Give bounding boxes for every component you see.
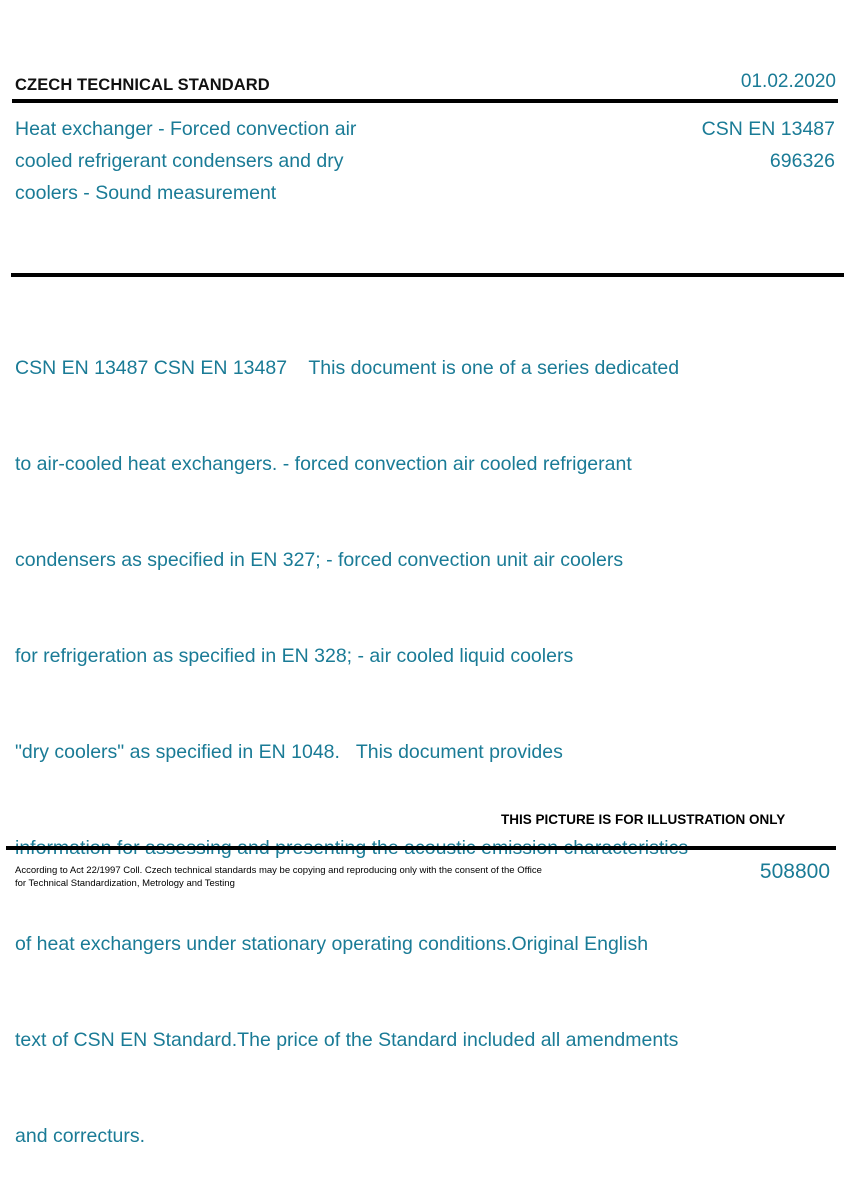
description-line: text of CSN EN Standard.The price of the Standard included all amendments xyxy=(15,1029,679,1051)
header-title: CZECH TECHNICAL STANDARD xyxy=(15,76,270,94)
footer-legal-note xyxy=(15,864,542,890)
footer-legal-line: for Technical Standardization, Metrology and Testing xyxy=(15,878,235,889)
footer-legal-line: According to Act 22/1997 Coll. Czech technical standards may be copying and reproducing only with the consent of the Office xyxy=(15,865,542,876)
document-title-line: Heat exchanger - Forced convection air xyxy=(15,118,357,140)
description-line: for refrigeration as specified in EN 328; - air cooled liquid coolers xyxy=(15,645,574,667)
description-line: "dry coolers" as specified in EN 1048. This document provides xyxy=(15,741,563,763)
section-rule xyxy=(11,273,844,277)
document-title-line: cooled refrigerant condensers and dry xyxy=(15,150,344,172)
description-line: and correcturs. xyxy=(15,1125,146,1147)
catalog-number: 696326 xyxy=(769,150,835,172)
document-title xyxy=(15,113,415,209)
standard-number: CSN EN 13487 xyxy=(701,118,835,140)
illustration-note: THIS PICTURE IS FOR ILLUSTRATION ONLY xyxy=(501,812,786,827)
header-rule xyxy=(12,99,838,103)
document-identifiers xyxy=(702,113,835,177)
description xyxy=(15,288,688,1184)
description-line: condensers as specified in EN 327; - forced convection unit air coolers xyxy=(15,549,624,571)
description-line: to air-cooled heat exchangers. - forced convection air cooled refrigerant xyxy=(15,453,632,475)
footer-rule xyxy=(6,846,836,850)
description-line: CSN EN 13487 CSN EN 13487 This document is one of a series dedicated xyxy=(15,357,680,379)
header-date: 01.02.2020 xyxy=(740,71,836,92)
footer-code: 508800 xyxy=(759,860,830,883)
description-line: of heat exchangers under stationary operating conditions.Original English xyxy=(15,933,649,955)
document-title-line: coolers - Sound measurement xyxy=(15,182,277,204)
